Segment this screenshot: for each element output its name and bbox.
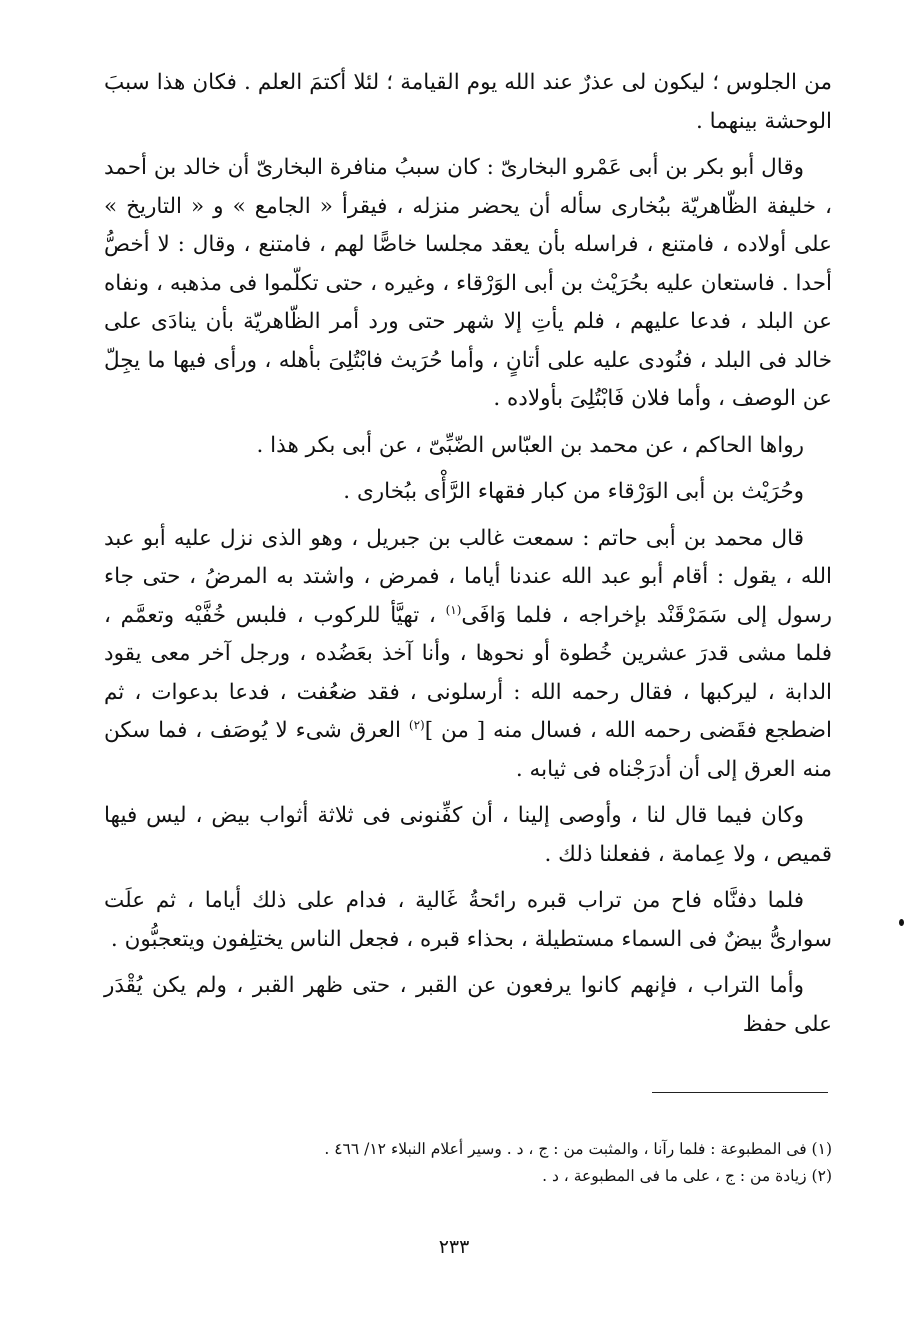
margin-ink-dot — [899, 919, 904, 926]
paragraph-huraith-note: وحُرَيْث بن أبى الوَرْقاء من كبار فقهاء الرَّأْى ببُخارى . — [343, 479, 804, 504]
page-body — [104, 64, 832, 1052]
paragraph-death-account — [104, 520, 832, 790]
death-account-part-2: ، تهيَّأ للركوب ، فلبس خُفَّيْه وتعمَّم ، فلما مشى قدرَ عشرين خُطوة أو نحوها ، وأنا آخذ بعَضُده ، ورجل آخر معى يقود الدابة ، ليركبها ، فقال رحمه الله : أرسلونى ، فقد ضعُفت ، فدعا بدعوات ، ثم اضطجع فقَضى رحمه الله ، فسال منه [ من ] — [104, 602, 832, 743]
paragraph-hakim-narration: رواها الحاكم ، عن محمد بن العبّاس الضّبِّىّ ، عن أبى بكر هذا . — [256, 432, 804, 458]
footnote-1: (١) فى المطبوعة : فلما رآنا ، والمثبت من : ج ، د . وسير أعلام النبلاء ١٢/ ٤٦٦ . — [324, 1140, 832, 1158]
page-number: ٢٣٣ — [438, 1236, 470, 1258]
death-account-part-1: قال محمد بن أبى حاتم : سمعت غالب بن جبريل ، وهو الذى نزل عليه أبو عبد الله ، يقول : أقام أبو عبد الله عندنا أياما ، فمرض ، واشتد به المرضُ ، حتى جاء رسول إلى سَمَرْقَنْد بإخراجه ، فلما وَافَى — [104, 525, 832, 628]
footnotes — [104, 1136, 832, 1190]
paragraph-grave-soil: وأما التراب ، فإنهم كانوا يرفعون عن القبر ، حتى ظهر القبر ، ولم يكن يُقْدَر على حفظ — [104, 973, 832, 1037]
footnote-2: (٢) زيادة من : ج ، على ما فى المطبوعة ، د . — [542, 1167, 832, 1185]
paragraph-grave-fragrance: فلما دفنَّاه فاح من تراب قبره رائحةُ غَالية ، فدام على ذلك أياما ، ثم علَت سوارىُّ بيضٌ فى السماء مستطيلة ، بحذاء قبره ، فجعل الناس يختلِفون ويتعجبُّون . — [104, 888, 832, 952]
paragraph-continuation: من الجلوس ؛ ليكون لى عذرٌ عند الله يوم القيامة ؛ لئلا أكتمَ العلم . فكان هذا سببَ الوحشة بينهما . — [104, 70, 832, 134]
paragraph-bukhari-dispute: وقال أبو بكر بن أبى عَمْرو البخارىّ : كان سببُ منافرة البخارىّ أن خالد بن أحمد ، خليفة الظّاهريّة ببُخارى سأله أن يحضر منزله ، فيقرأ « الجامع » و « التاريخ » على أولاده ، فامتنع ، فراسله بأن يعقد مجلسا خاصًّا لهم ، فامتنع ، وقال : لا أخصُّ أحدا . فاستعان عليه بحُرَيْث بن أبى الوَرْقاء ، وغيره ، حتى تكلّموا فى مذهبه ، ونفاه عن البلد ، فدعا عليهم ، فلم يأتِ إلا شهر حتى ورد أمر الظّاهريّة بأن ينادَى على خالد فى البلد ، فنُودى عليه على أتانٍ ، وأما حُرَيث فابْتُلِىَ بأهله ، ورأى فيها ما يجِلّ عن الوصف ، وأما فلان فَابْتُلِىَ بأولاده . — [104, 155, 832, 411]
footnote-separator — [652, 1092, 828, 1093]
footnote-marker-1: (١) — [445, 602, 462, 617]
footnote-marker-2: (٢) — [408, 717, 425, 732]
death-account-part-3: العرق شىء لا يُوصَف ، فما سكن منه العرق إلى أن أدرَجْناه فى ثيابه . — [104, 718, 832, 782]
paragraph-burial-wish: وكان فيما قال لنا ، وأوصى إلينا ، أن كفِّنونى فى ثلاثة أثواب بيض ، ليس فيها قميص ، ولا عِمامة ، ففعلنا ذلك . — [104, 803, 832, 867]
